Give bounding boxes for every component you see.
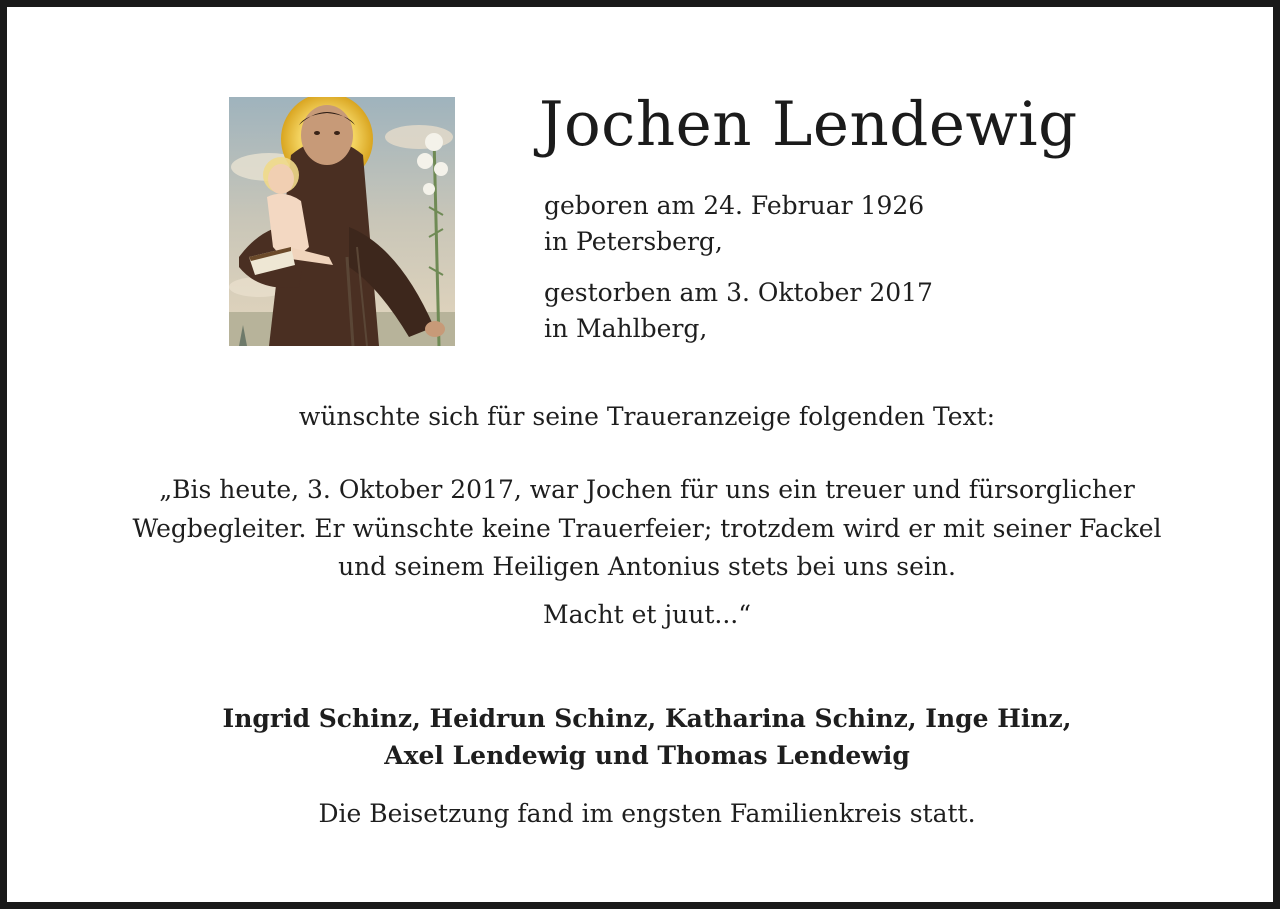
quote-line: „Bis heute, 3. Oktober 2017, war Jochen für uns ein treuer und fürsorglicher bbox=[159, 475, 1135, 504]
deceased-name: Jochen Lendewig bbox=[539, 89, 1078, 160]
mourners-list bbox=[14, 700, 1280, 774]
quote-line: Wegbegleiter. Er wünschte keine Trauerfeier; trotzdem wird er mit seiner Fackel bbox=[132, 513, 1162, 543]
death-place: in Mahlberg, bbox=[544, 314, 708, 343]
birth-place: in Petersberg, bbox=[544, 227, 723, 256]
mourners-line: Ingrid Schinz, Heidrun Schinz, Katharina Schinz, Inge Hinz, bbox=[222, 704, 1072, 733]
death-info bbox=[544, 275, 933, 347]
mourners-line: Axel Lendewig und Thomas Lendewig bbox=[384, 741, 910, 770]
burial-note: Die Beisetzung fand im engsten Familienkreis statt. bbox=[318, 799, 976, 828]
birth-info bbox=[544, 188, 924, 260]
birth-date: geboren am 24. Februar 1926 bbox=[544, 191, 925, 220]
death-date: gestorben am 3. Oktober 2017 bbox=[544, 278, 933, 307]
intro-text: wünschte sich für seine Traueranzeige folgenden Text: bbox=[298, 402, 996, 431]
quote-closing: Macht et juut...“ bbox=[542, 600, 751, 629]
quote-line: und seinem Heiligen Antonius stets bei uns sein. bbox=[338, 552, 956, 581]
quote-text bbox=[14, 471, 1280, 587]
saint-anthony-portrait-icon bbox=[229, 97, 455, 346]
